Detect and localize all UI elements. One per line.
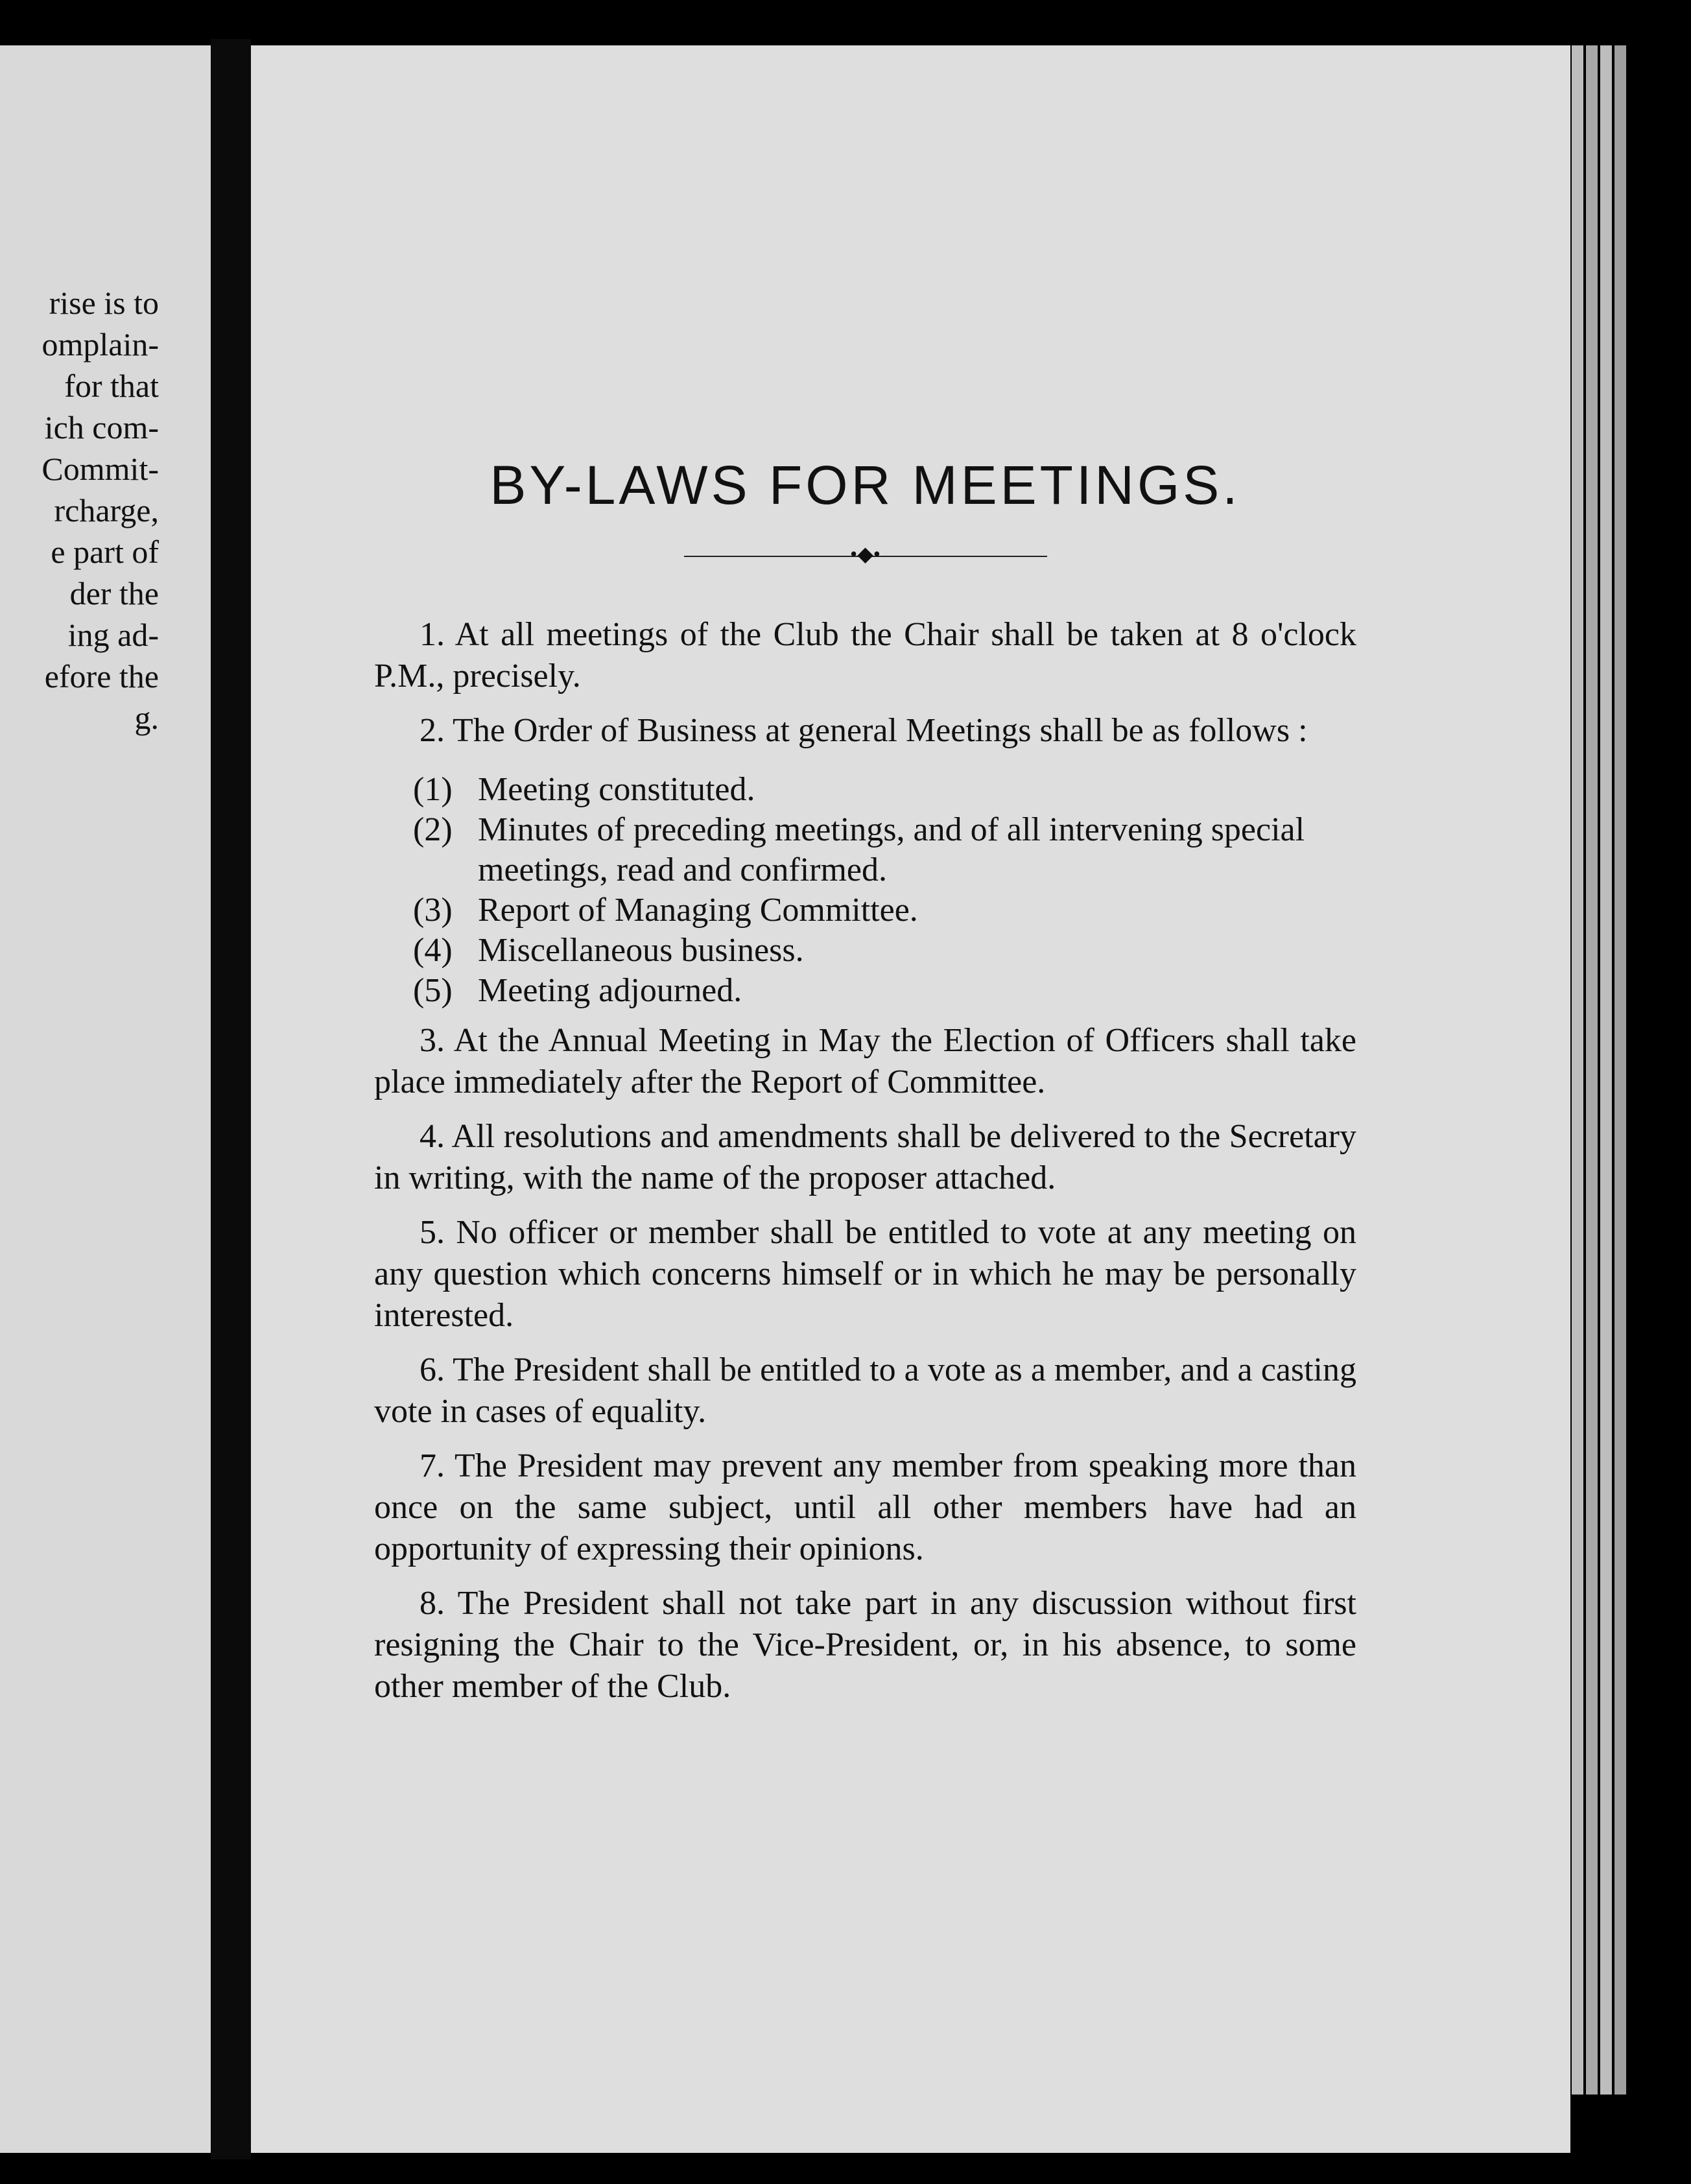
item-number: (2)	[413, 811, 453, 848]
left-page-line: e part of	[51, 534, 159, 570]
item-text: Miscellaneous business.	[478, 932, 804, 969]
item-text: Meeting adjourned.	[478, 972, 742, 1009]
left-page-line: rcharge,	[54, 492, 159, 528]
order-of-business-list	[413, 770, 1356, 1011]
item-text: Minutes of preceding meetings, and of all intervening special meetings, read and confirmed.	[478, 811, 1305, 888]
right-page	[251, 45, 1570, 2153]
bylaw-7: 7. The President may prevent any member from speaking more than once on the same subject, until all other members have had an opportunity of expressing their opinions.	[374, 1447, 1356, 1567]
book-gutter	[211, 39, 251, 2159]
left-page-fragment	[0, 45, 211, 2153]
bylaw-1: 1. At all meetings of the Club the Chair shall be taken at 8 o'clock P.M., precisely.	[374, 616, 1356, 694]
list-item	[413, 810, 1356, 890]
bylaw-3: 3. At the Annual Meeting in May the Election of Officers shall take place immediately after the Report of Committee.	[374, 1022, 1356, 1100]
left-page-line: ich com-	[44, 409, 159, 445]
bylaw-6: 6. The President shall be entitled to a vote as a member, and a casting vote in cases of equality.	[374, 1351, 1356, 1430]
list-item	[413, 890, 1356, 931]
item-number: (5)	[413, 972, 453, 1009]
left-page-line: rise is to	[49, 285, 159, 321]
item-number: (3)	[413, 892, 453, 929]
left-page-line: ing ad-	[67, 617, 159, 653]
page-title: BY-LAWS FOR MEETINGS.	[490, 455, 1241, 516]
left-page-line: der the	[69, 575, 159, 611]
list-item	[413, 770, 1356, 810]
bylaw-5: 5. No officer or member shall be entitled to vote at any meeting on any question which concerns himself or in which he may be personally interested.	[374, 1214, 1356, 1334]
item-number: (1)	[413, 771, 453, 808]
left-page-line: Commit-	[41, 451, 159, 487]
item-text: Report of Managing Committee.	[478, 892, 918, 929]
bylaw-8: 8. The President shall not take part in any discussion without first resigning the Chair to the Vice-President, or, in his absence, to some other member of the Club.	[374, 1585, 1356, 1705]
page-edge	[1614, 45, 1626, 2095]
page-edge	[1586, 45, 1598, 2095]
left-page-line: efore the	[44, 658, 159, 694]
list-item	[413, 971, 1356, 1011]
bylaw-2: 2. The Order of Business at general Meetings shall be as follows :	[420, 712, 1308, 749]
bylaws-list	[374, 614, 1356, 1707]
page-edge	[1572, 45, 1583, 2095]
title-ornament	[684, 542, 1047, 565]
bylaw-4: 4. All resolutions and amendments shall be delivered to the Secretary in writing, with the name of the proposer attached.	[374, 1118, 1356, 1196]
page-content	[374, 383, 1356, 1720]
left-page-line: omplain-	[41, 326, 159, 362]
item-text: Meeting constituted.	[478, 771, 755, 808]
item-number: (4)	[413, 932, 453, 969]
ornament-glyph: •◆•	[849, 542, 881, 565]
left-page-line: for that	[64, 368, 159, 404]
page-edge	[1600, 45, 1612, 2095]
left-page-line: g.	[134, 700, 159, 736]
list-item	[413, 931, 1356, 971]
